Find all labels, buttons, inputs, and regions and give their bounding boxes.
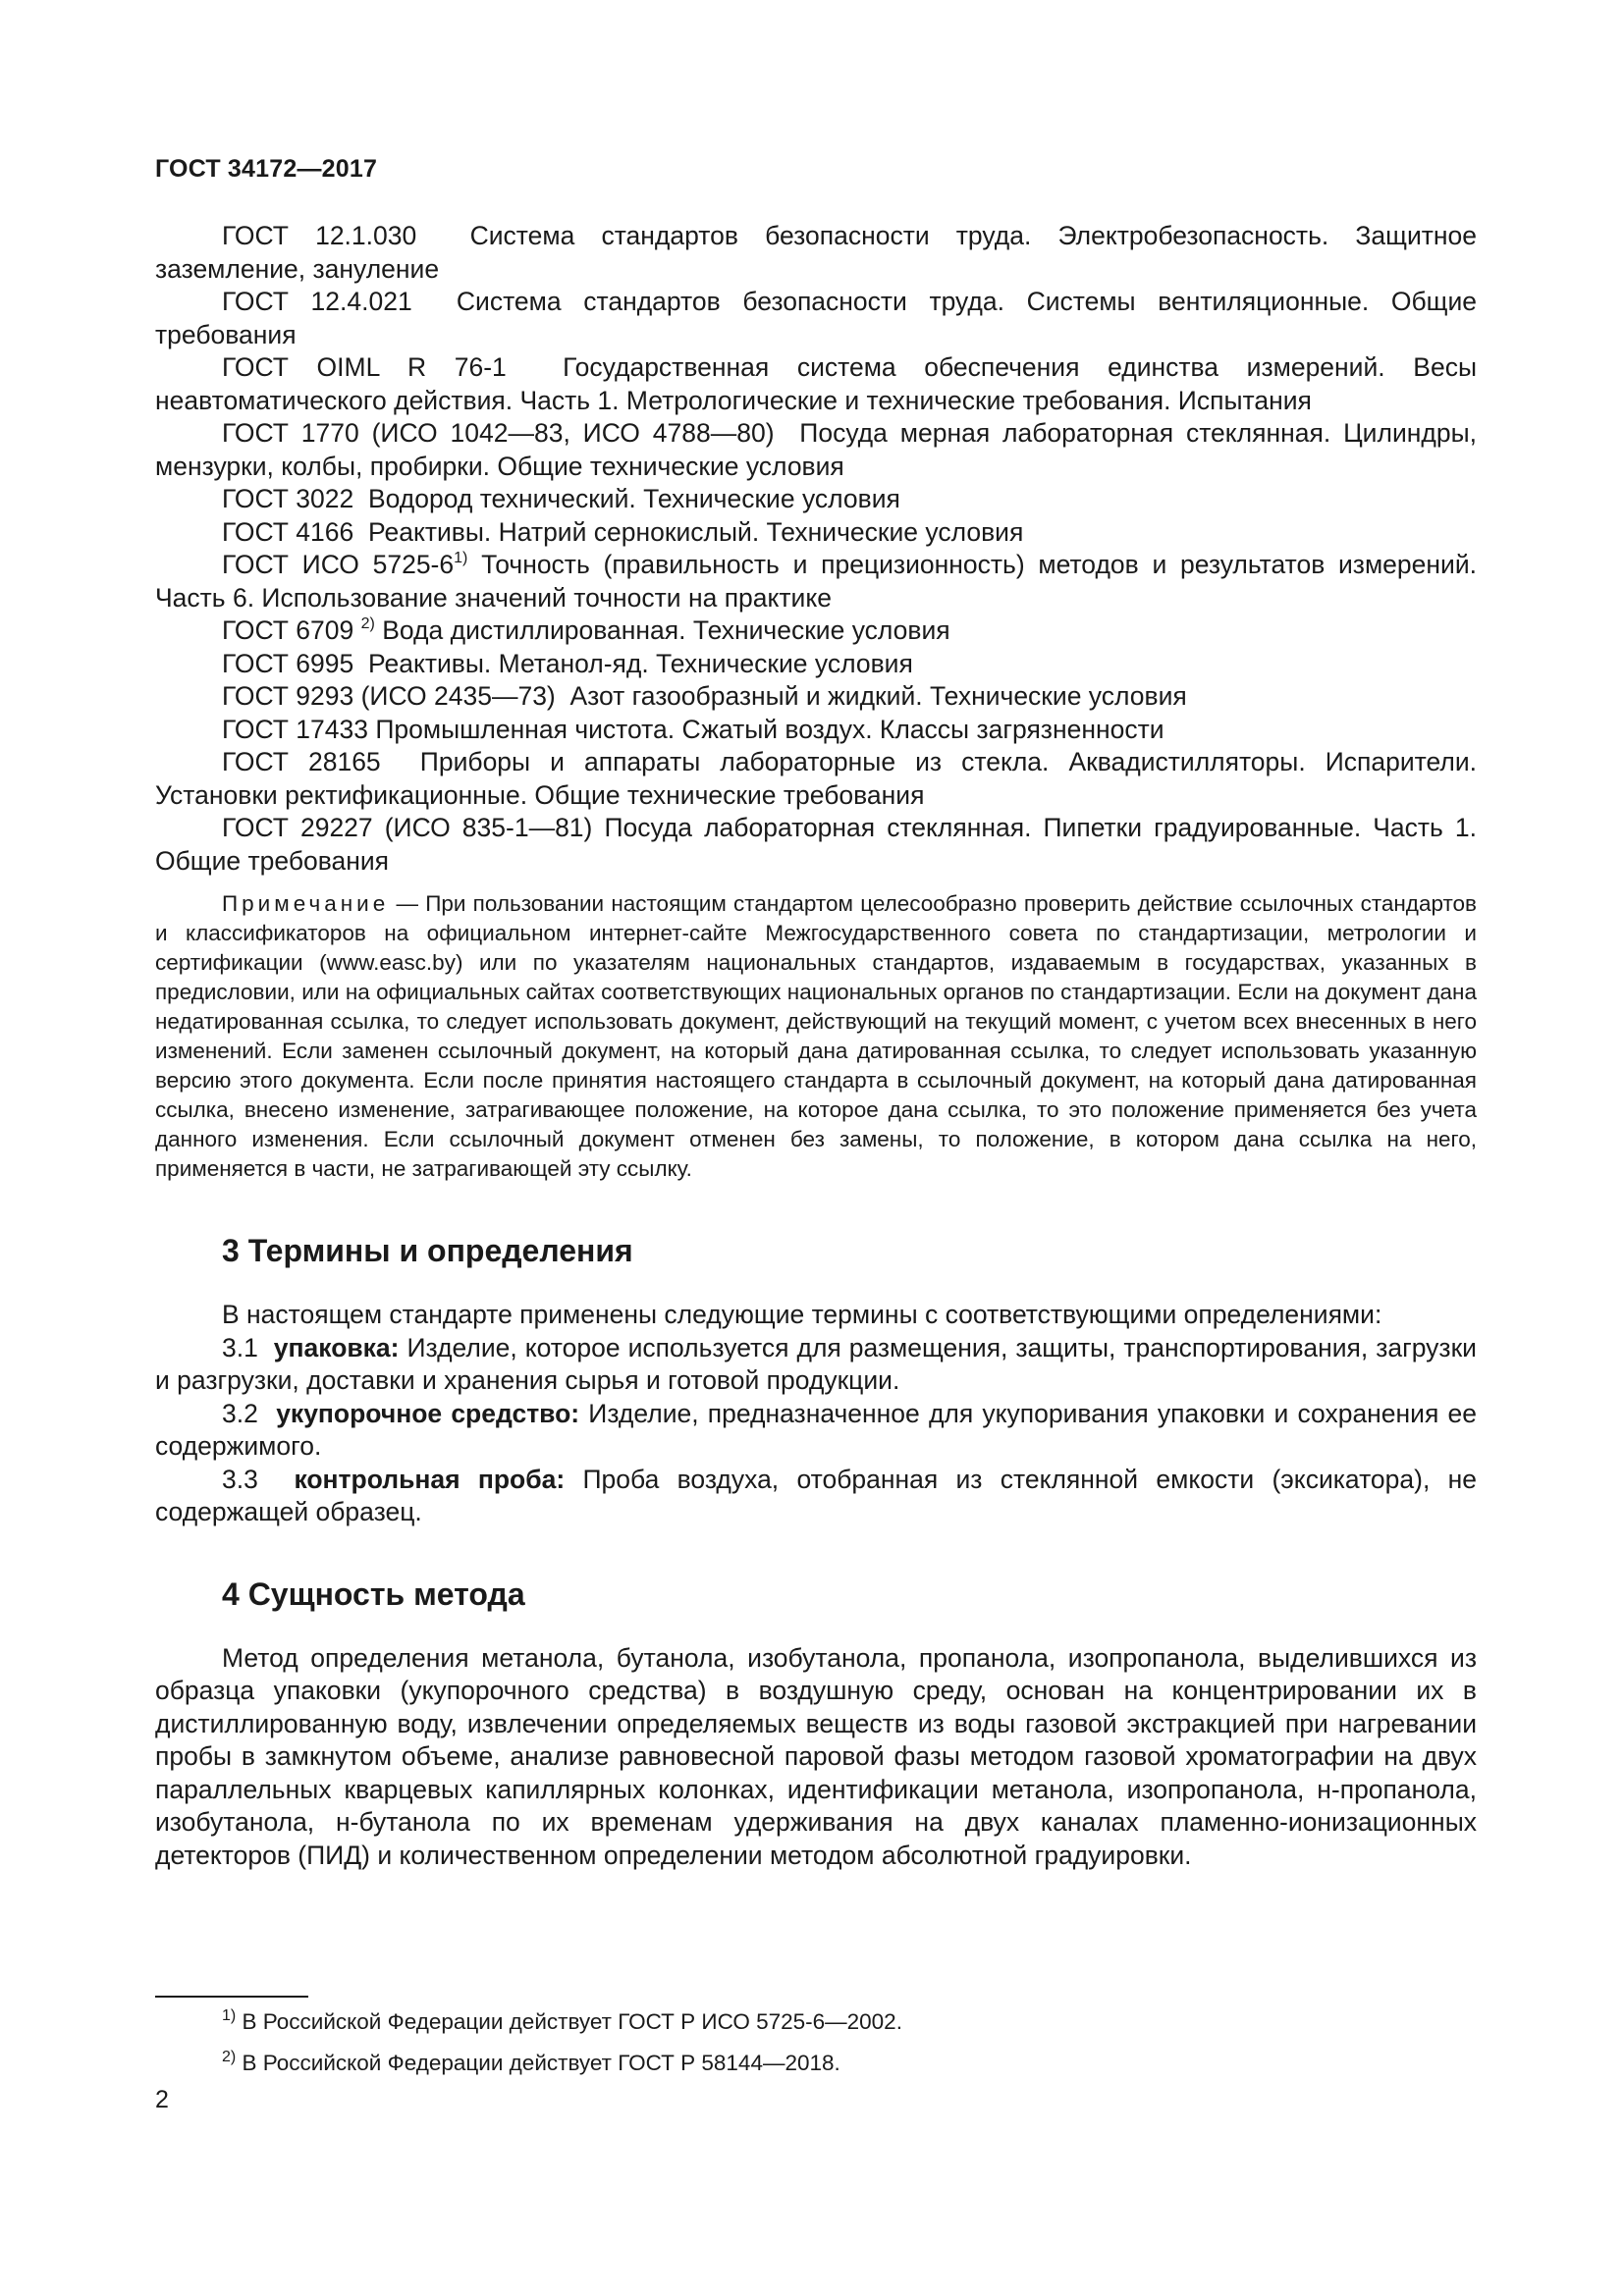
section-intro: В настоящем стандарте применены следующие термины с соответствующими определениями: [222, 1300, 1382, 1329]
term-name: контрольная проба: [294, 1464, 566, 1494]
reference-item: ГОСТ 12.4.021 Система стандартов безопасности труда. Системы вентиляционные. Общие требования [155, 287, 1477, 349]
reference-item: ГОСТ 17433 Промышленная чистота. Сжатый воздух. Классы загрязненности [222, 714, 1164, 744]
footnotes [222, 2007, 1400, 2090]
term-item: 3.2 укупорочное средство: Изделие, предназначенное для укупоривания упаковки и сохранения ее содержимого. [155, 1398, 1477, 1461]
normative-references-list [155, 220, 1477, 878]
footnote-ref: 2) [360, 615, 375, 633]
reference-item: ГОСТ 29227 (ИСО 835-1—81) Посуда лабораторная стеклянная. Пипетки градуированные. Часть 1. Общие требования [155, 813, 1477, 876]
reference-item: ГОСТ 9293 (ИСО 2435—73) Азот газообразный и жидкий. Технические условия [222, 681, 1187, 711]
reference-item: ГОСТ ИСО 5725-6$^{1)}$ Точность (правильность и прецизионность) методов и результатов измерений. Часть 6. Использование значений точности на практике [155, 550, 1477, 613]
note-paragraph [155, 889, 1477, 1184]
page-content [155, 220, 1477, 1872]
term-name: упаковка: [273, 1332, 400, 1362]
page-number: 2 [155, 2086, 169, 2113]
reference-item: ГОСТ 1770 (ИСО 1042—83, ИСО 4788—80) Посуда мерная лабораторная стеклянная. Цилиндры, мензурки, колбы, пробирки. Общие технические условия [155, 418, 1477, 481]
note-text: — При пользовании настоящим стандартом целесообразно проверить действие ссылочных стандартов и классификаторов на официальном интернет-сайте Межгосударственного совета по стандартизации, метрологии и сертификации (www.easc.by) или по указателям национальных стандартов, издаваемым в государствах, указанных в предисловии, или на официальных сайтах соответствующих национальных органов по стандартизации. Если на документ дана недатированная ссылка, то следует использовать документ, действующий на текущий момент, с учетом всех внесенных в него изменений. Если заменен ссылочный документ, на который дана датированная ссылка, то следует использовать указанную версию этого документа. Если после принятия настоящего стандарта в ссылочный документ, на который дана датированная ссылка, внесено изменение, затрагивающее положение, на которое дана ссылка, то это положение применяется без учета данного изменения. Если ссылочный документ отменен без замены, то положение, в котором дана ссылка на него, применяется в части, не затрагивающей эту ссылку. [155, 891, 1477, 1181]
reference-item: ГОСТ 4166 Реактивы. Натрий сернокислый. Технические условия [222, 516, 1024, 547]
reference-item: ГОСТ 3022 Водород технический. Технические условия [222, 484, 900, 513]
reference-item: ГОСТ 6709 $^{2)}$ Вода дистиллированная. Технические условия [222, 615, 950, 645]
section-body: Метод определения метанола, бутанола, изобутанола, пропанола, изопропанола, выделившихся из образца упаковки (укупорочного средства) в воздушную среду, основан на концентрировании их в дистиллированную воду, извлечении определяемых веществ из воды газовой экстракцией при нагревании пробы в замкнутом объеме, анализе равновесной паровой фазы методом газовой хроматографии на двух параллельных кварцевых капиллярных колонках, идентификации метанола, изопропанола, н-пропанола, изобутанола, н-бутанола по их временам удерживания на двух каналах пламенно-ионизационных детекторов (ПИД) и количественном определении методом абсолютной градуировки. [155, 1642, 1477, 1870]
section-method [155, 1576, 1477, 1873]
note-label: Примечание [222, 891, 390, 916]
term-name: укупорочное средство: [276, 1398, 580, 1428]
section-terms [155, 1233, 1477, 1529]
reference-item: ГОСТ OIML R 76-1 Государственная система обеспечения единства измерений. Весы неавтоматического действия. Часть 1. Метрологические и технические требования. Испытания [155, 352, 1477, 415]
reference-item: ГОСТ 6995 Реактивы. Метанол-яд. Технические условия [222, 648, 913, 678]
footnote-item: $^{1)}$ В Российской Федерации действует ГОСТ Р ИСО 5725-6—2002. [222, 2006, 902, 2034]
term-item: 3.3 контрольная проба: Проба воздуха, отобранная из стеклянной емкости (эксикатора), не содержащей образец. [155, 1464, 1477, 1526]
term-item: 3.1 упаковка: Изделие, которое используется для размещения, защиты, транспортирования, загрузки и разгрузки, доставки и хранения сырья и готовой продукции. [155, 1332, 1477, 1395]
reference-item: ГОСТ 28165 Приборы и аппараты лабораторные из стекла. Аквадистилляторы. Испарители. Установки ректификационные. Общие технические требования [155, 747, 1478, 810]
document-header: ГОСТ 34172—2017 [155, 155, 378, 183]
footnote-divider [155, 1996, 308, 1998]
footnote-item: $^{2)}$ В Российской Федерации действует ГОСТ Р 58144—2018. [222, 2048, 840, 2075]
section-title: 3 Термины и определения [222, 1233, 633, 1268]
section-title: 4 Сущность метода [222, 1575, 525, 1612]
reference-item: ГОСТ 12.1.030 Система стандартов безопасности труда. Электробезопасность. Защитное заземление, зануление [155, 221, 1477, 284]
footnote-ref: 1) [454, 550, 468, 567]
